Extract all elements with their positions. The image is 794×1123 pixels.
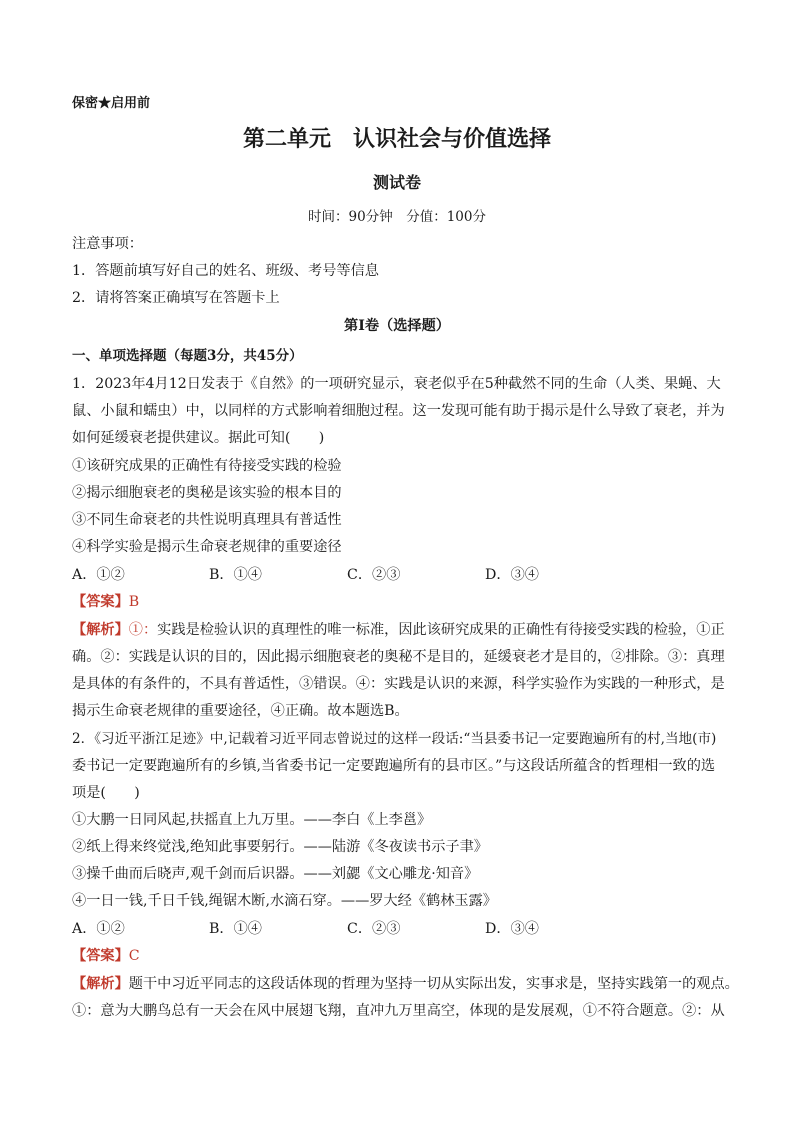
q1-stem-line: 1．2023年4月12日发表于《自然》的一项研究显示，衰老似乎在5种截然不同的生命（人类、果蝇、大	[72, 376, 721, 392]
document-title: 第二单元 认识社会与价值选择	[242, 126, 551, 152]
q1-statement: ②揭示细胞衰老的奥秘是该实验的根本目的	[72, 485, 342, 501]
answer-tag: 【答案】	[72, 948, 129, 964]
q2-analysis-line: ①：意为大鹏鸟总有一天会在风中展翅飞翔，直冲九万里高空，体现的是发展观，①不符合题意。②：从	[72, 1003, 725, 1019]
analysis-tag: 【解析】	[72, 976, 129, 992]
document-subtitle: 测试卷	[372, 173, 421, 192]
q1-analysis-line: 揭示生命衰老规律的重要途径，④正确。故本题选B。	[72, 703, 409, 719]
analysis-text: 题干中习近平同志的这段话体现的哲理为坚持一切从实际出发，实事求是，坚持实践第一的观点。	[128, 976, 739, 992]
q1-analysis-line: 确。②：实践是认识的目的，因此揭示细胞衰老的奥秘不是目的，延缓衰老才是目的，②排除。③：真理	[72, 649, 725, 665]
confidential-label: 保密★启用前	[72, 96, 151, 111]
q1-answer	[72, 592, 139, 612]
q2-option-b: B．①④	[209, 921, 262, 937]
analysis-text: 实践是检验认识的真理性的唯一标准，因此该研究成果的正确性有待接受实践的检验，①正	[157, 622, 725, 638]
q2-option-a: A．①②	[72, 921, 125, 937]
answer-value: B	[128, 594, 140, 610]
q1-analysis-line: 是具体的有条件的，不具有普适性，③错误。④：实践是认识的来源，科学实验作为实践的一种形式，是	[72, 676, 725, 692]
q2-statement: ①大鹏一日同风起,扶摇直上九万里。——李白《上李邕》	[72, 812, 432, 828]
q1-statement: ③不同生命衰老的共性说明真理具有普适性	[72, 512, 342, 528]
exam-meta: 时间：90分钟 分值：100分	[308, 209, 486, 225]
q2-analysis-line	[72, 974, 739, 994]
q2-statement: ④一日一钱,千日千钱,绳锯木断,水滴石穿。——罗大经《鹤林玉露》	[72, 893, 497, 909]
q1-option-b: B．①④	[209, 567, 262, 583]
analysis-tag: 【解析】	[72, 622, 129, 638]
q2-option-d: D．③④	[485, 921, 539, 937]
section-heading: 一、单项选择题（每题3分，共45分）	[72, 348, 303, 364]
notice-item: 2．请将答案正确填写在答题卡上	[72, 290, 280, 306]
q1-option-d: D．③④	[485, 567, 539, 583]
q1-option-c: C．②③	[347, 567, 401, 583]
q2-stem-line: 委书记一定要跑遍所有的乡镇,当省委书记一定要跑遍所有的县市区。”与这段话所蕴含的哲理相一致的选	[72, 758, 716, 774]
answer-tag: 【答案】	[72, 594, 129, 610]
q1-option-a: A．①②	[72, 567, 125, 583]
q2-answer	[72, 946, 140, 966]
q2-statement: ③操千曲而后晓声,观千剑而后识器。——刘勰《文心雕龙·知音》	[72, 866, 479, 882]
q1-stem-line: 鼠、小鼠和蠕虫）中，以同样的方式影响着细胞过程。这一发现可能有助于揭示是什么导致了衰老，并为	[72, 403, 725, 419]
q2-stem-line: 2．《习近平浙江足迹》中,记载着习近平同志曾说过的这样一段话:“当县委书记一定要跑遍所有的村,当地(市)	[72, 731, 717, 747]
notice-title: 注意事项：	[72, 236, 143, 252]
notice-item: 1．答题前填写好自己的姓名、班级、考号等信息	[72, 263, 379, 279]
q1-stem-line: 如何延缓衰老提供建议。据此可知( )	[72, 430, 325, 446]
q2-statement: ②纸上得来终觉浅,绝知此事要躬行。——陆游《冬夜读书示子聿》	[72, 839, 488, 855]
answer-value: C	[128, 948, 140, 964]
analysis-marker: ①：	[128, 622, 158, 638]
q1-analysis-line	[72, 620, 725, 640]
q1-statement: ④科学实验是揭示生命衰老规律的重要途径	[72, 539, 342, 555]
q2-stem-line: 项是( )	[72, 785, 140, 801]
q1-statement: ①该研究成果的正确性有待接受实践的检验	[72, 458, 342, 474]
volume-heading: 第Ⅰ卷（选择题）	[344, 318, 450, 334]
q2-option-c: C．②③	[347, 921, 401, 937]
